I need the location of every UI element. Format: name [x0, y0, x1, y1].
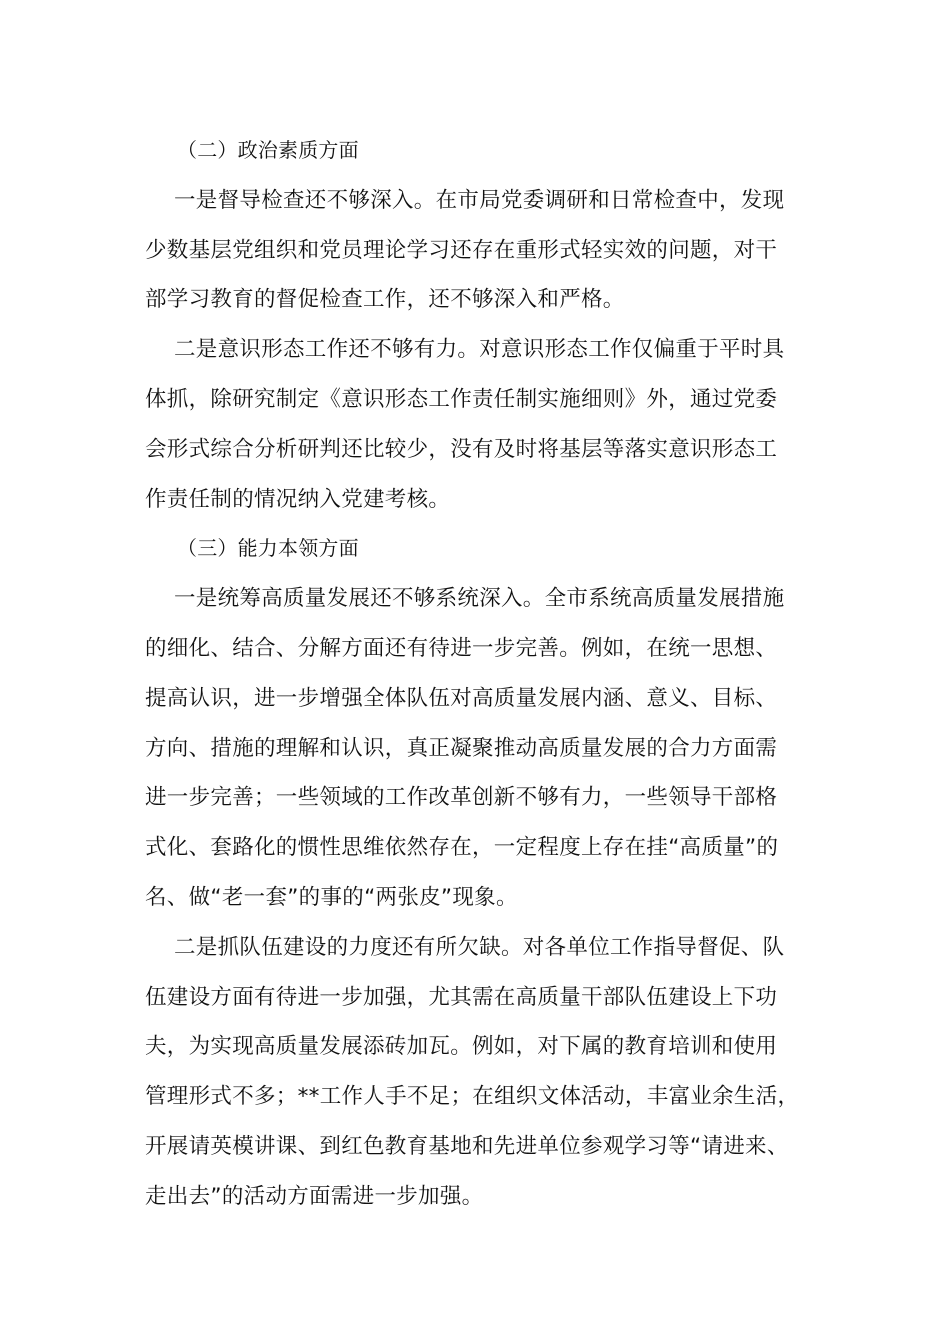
- paragraph-line: 方向、措施的理解和认识，真正凝聚推动高质量发展的合力方面需: [145, 735, 778, 761]
- paragraph-line: 会形式综合分析研判还比较少，没有及时将基层等落实意识形态工: [145, 436, 778, 462]
- paragraph-line: 进一步完善；一些领域的工作改革创新不够有力，一些领导干部格: [145, 785, 778, 811]
- document-body: [145, 126, 807, 1222]
- paragraph-line: 伍建设方面有待进一步加强，尤其需在高质量干部队伍建设上下功: [145, 984, 778, 1010]
- paragraph-line: 少数基层党组织和党员理论学习还存在重形式轻实效的问题，对干: [145, 237, 778, 263]
- paragraph-line: 走出去”的活动方面需进一步加强。: [145, 1183, 484, 1209]
- section-heading-political-quality: （二）政治素质方面: [177, 138, 359, 162]
- paragraph-line: 提高认识，进一步增强全体队伍对高质量发展内涵、意义、目标、: [145, 685, 778, 711]
- paragraph-line: 开展请英模讲课、到红色教育基地和先进单位参观学习等“请进来、: [145, 1133, 789, 1159]
- paragraph-line: 管理形式不多；**工作人手不足；在组织文体活动，丰富业余生活，: [145, 1084, 800, 1110]
- paragraph-line: 一是督导检查还不够深入。在市局党委调研和日常检查中，发现: [174, 187, 785, 213]
- paragraph-line: 的细化、结合、分解方面还有待进一步完善。例如，在统一思想、: [145, 635, 778, 661]
- paragraph-supervision: [145, 176, 807, 325]
- paragraph-line: 夫，为实现高质量发展添砖加瓦。例如，对下属的教育培训和使用: [145, 1034, 778, 1060]
- paragraph-ideology: [145, 325, 807, 524]
- paragraph-line: 式化、套路化的惯性思维依然存在，一定程度上存在挂“高质量”的: [145, 835, 779, 861]
- paragraph-line: 二是意识形态工作还不够有力。对意识形态工作仅偏重于平时具: [174, 337, 785, 363]
- paragraph-team-building: [145, 923, 807, 1222]
- paragraph-high-quality-development: [145, 574, 807, 923]
- paragraph-line: 名、做“老一套”的事的“两张皮”现象。: [145, 884, 518, 910]
- paragraph-line: 体抓，除研究制定《意识形态工作责任制实施细则》外，通过党委: [145, 386, 778, 412]
- section-heading-capability: （三）能力本领方面: [177, 536, 359, 561]
- paragraph-line: 二是抓队伍建设的力度还有所欠缺。对各单位工作指导督促、队: [174, 934, 785, 960]
- paragraph-line: 部学习教育的督促检查工作，还不够深入和严格。: [145, 287, 625, 313]
- paragraph-line: 一是统筹高质量发展还不够系统深入。全市系统高质量发展措施: [174, 586, 785, 612]
- paragraph-line: 作责任制的情况纳入党建考核。: [145, 486, 451, 512]
